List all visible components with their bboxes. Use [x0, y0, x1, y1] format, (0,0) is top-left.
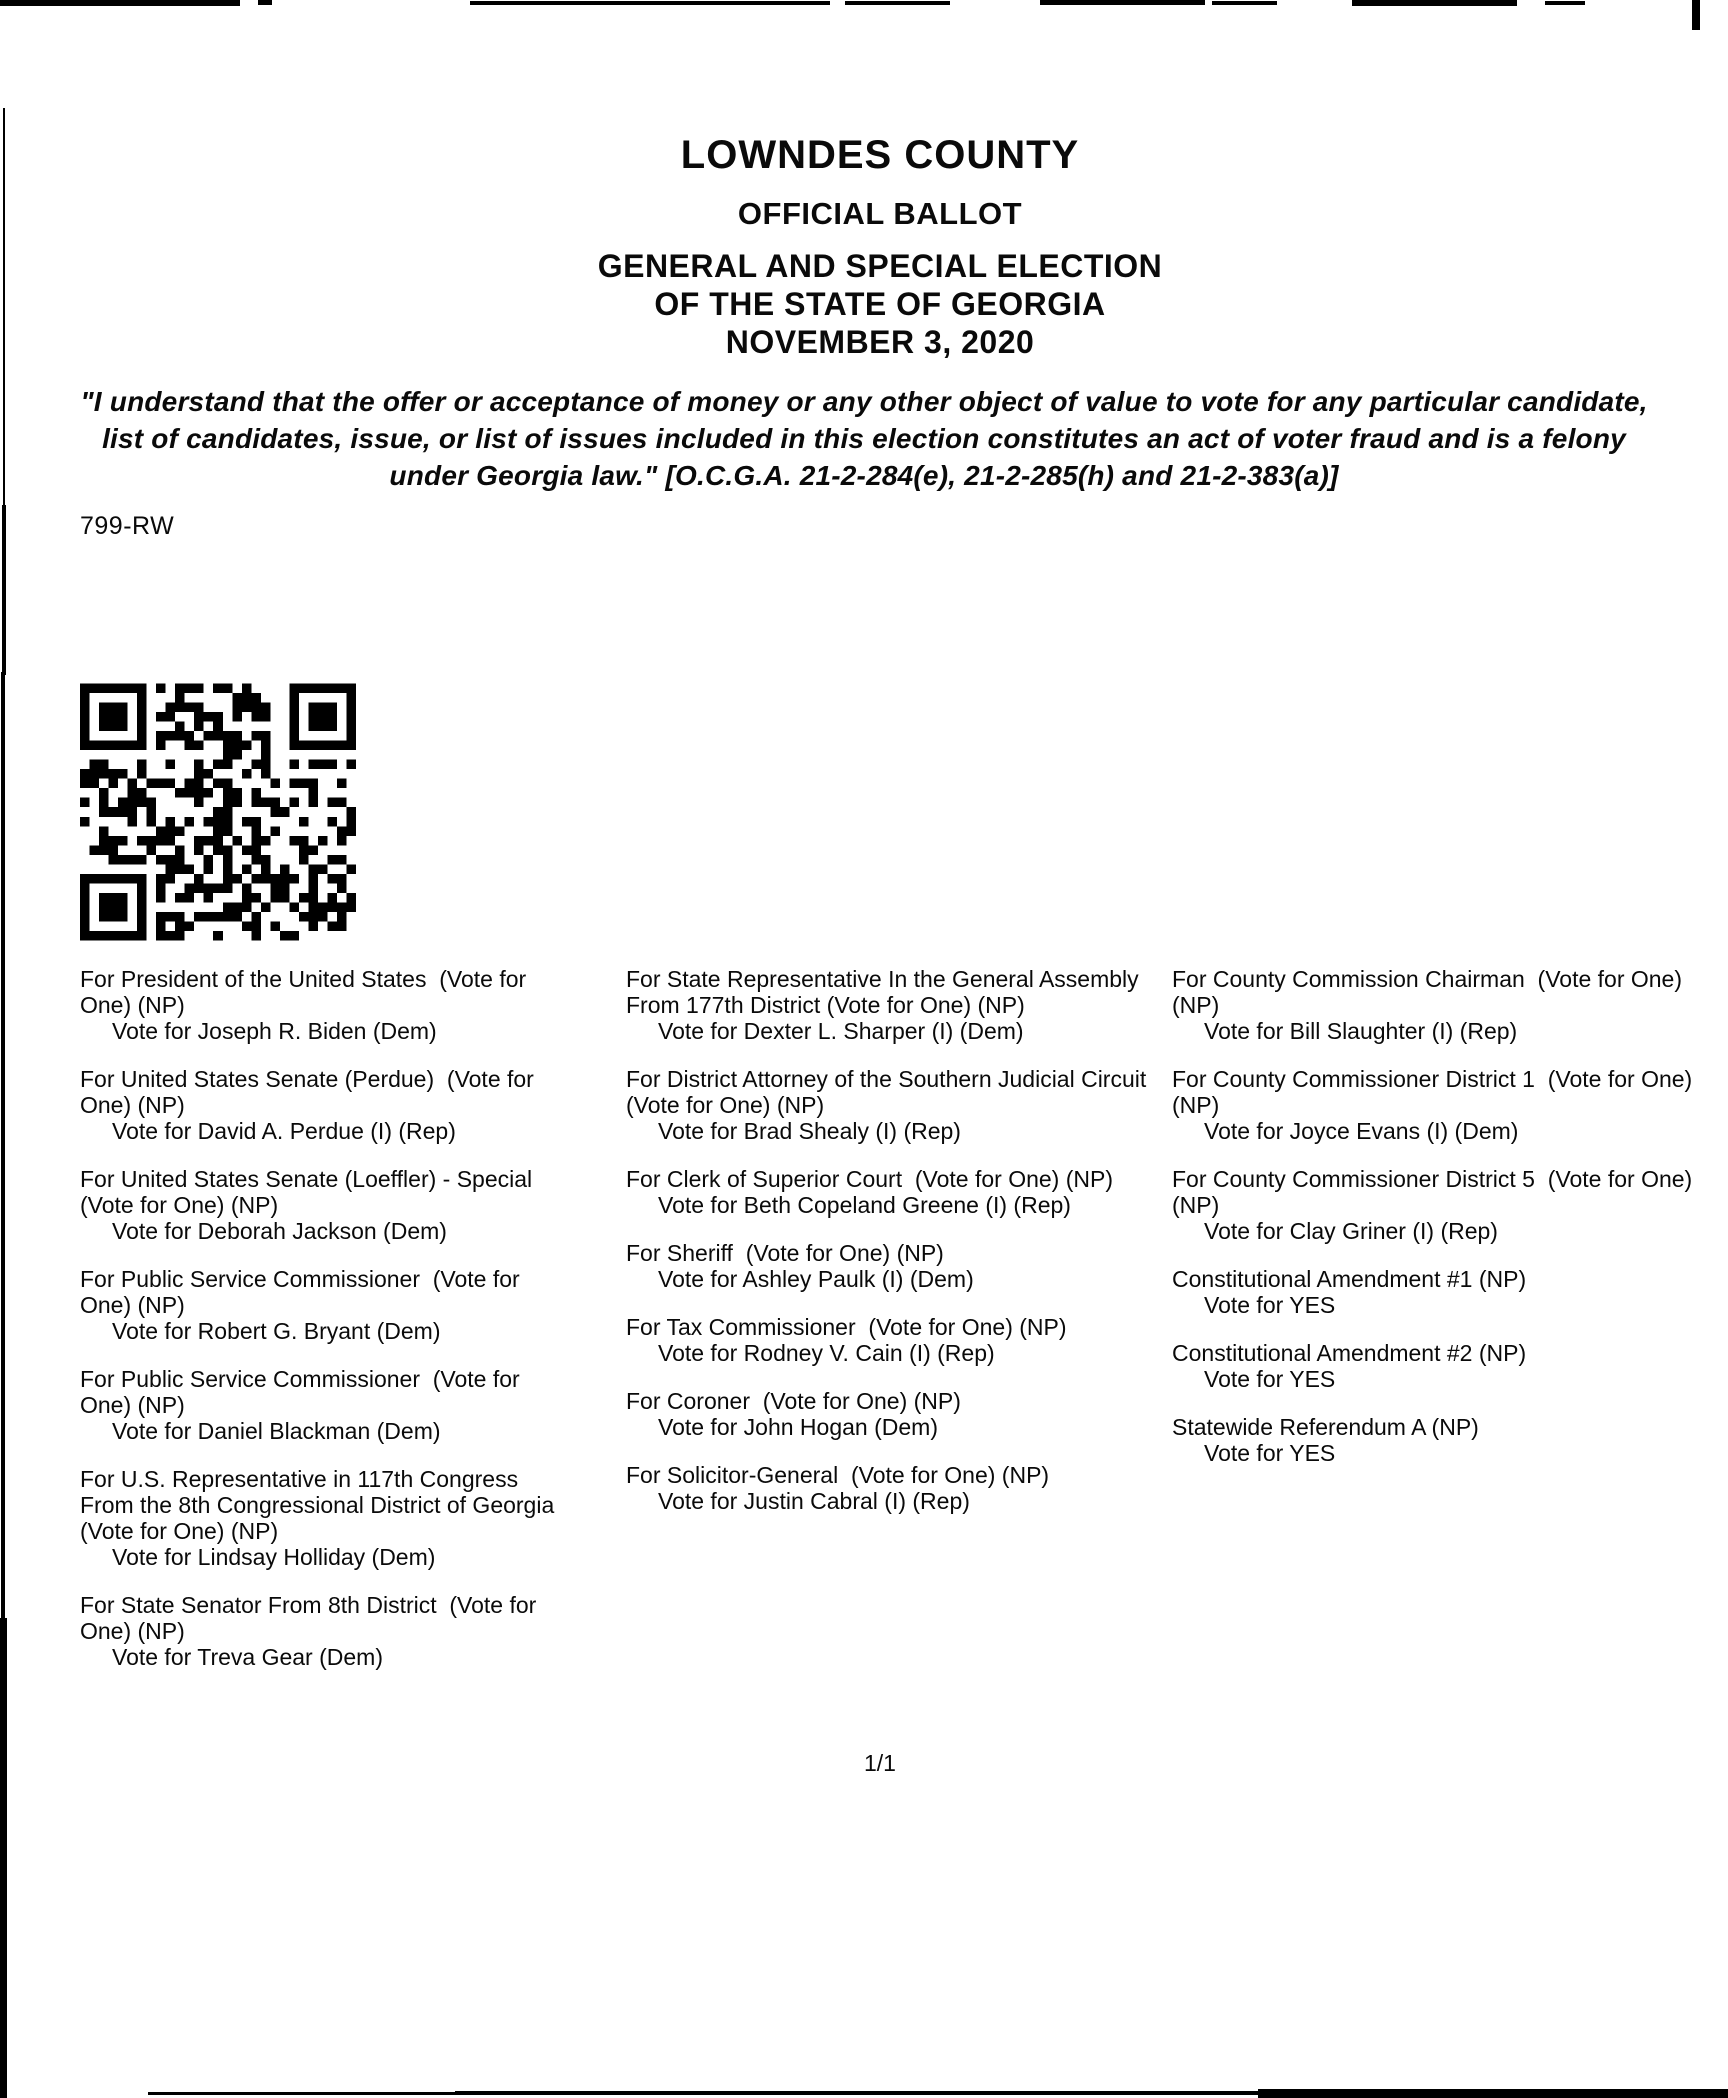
contest-vote: Vote for Brad Shealy (I) (Rep) [658, 1118, 961, 1144]
contest [626, 1166, 1171, 1218]
page-number: 1/1 [864, 1750, 896, 1776]
contest [626, 966, 1171, 1044]
contest [626, 1462, 1171, 1514]
contest [1172, 1166, 1728, 1244]
contest-vote: Vote for Rodney V. Cain (I) (Rep) [658, 1340, 995, 1366]
contest-title: For Public Service Commissioner (Vote for One) (NP) [80, 1366, 527, 1418]
contest-vote: Vote for Bill Slaughter (I) (Rep) [1204, 1018, 1518, 1044]
scan-artifact-top [0, 0, 240, 6]
contest [80, 1266, 560, 1344]
scan-artifact-top [845, 1, 950, 5]
contest [80, 1166, 560, 1244]
contest-vote: Vote for Ashley Paulk (I) (Dem) [658, 1266, 974, 1292]
contest-vote: Vote for YES [1204, 1292, 1336, 1318]
scan-artifact-bottom [148, 2092, 458, 2095]
contest [80, 1066, 560, 1144]
contest-vote: Vote for Clay Griner (I) (Rep) [1204, 1218, 1498, 1244]
qr-code-icon [80, 683, 356, 941]
contest [80, 1592, 560, 1670]
scan-artifact-top [1040, 0, 1205, 5]
scan-artifact-top [1352, 0, 1517, 6]
contest-title: For Clerk of Superior Court (Vote for One) (NP) [626, 1166, 1113, 1192]
contest [1172, 1414, 1728, 1466]
contest [1172, 1066, 1728, 1144]
scan-artifact-left [1, 672, 5, 1622]
contest [80, 1366, 560, 1444]
contest-vote: Vote for Beth Copeland Greene (I) (Rep) [658, 1192, 1071, 1218]
contest-title: For United States Senate (Perdue) (Vote for One) (NP) [80, 1066, 541, 1118]
contest-vote: Vote for Deborah Jackson (Dem) [112, 1218, 447, 1244]
contest-title: For Solicitor-General (Vote for One) (NP) [626, 1462, 1050, 1488]
contest-vote: Vote for Treva Gear (Dem) [112, 1644, 383, 1670]
scan-artifact-top [1212, 1, 1277, 5]
scan-artifact-top [470, 1, 830, 5]
contest-vote: Vote for YES [1204, 1366, 1336, 1392]
contest-title: For United States Senate (Loeffler) - Special (Vote for One) (NP) [80, 1166, 545, 1218]
contest [626, 1388, 1171, 1440]
contest-title: For County Commissioner District 5 (Vote for One) (NP) [1172, 1166, 1699, 1218]
official-ballot-title: OFFICIAL BALLOT [737, 196, 1023, 231]
contest-title: For County Commissioner District 1 (Vote for One) (NP) [1172, 1066, 1699, 1118]
scan-artifact-left [3, 108, 5, 508]
contest-vote: Vote for John Hogan (Dem) [658, 1414, 938, 1440]
contest-column-2 [626, 966, 1171, 1536]
contest-vote: Vote for Daniel Blackman (Dem) [112, 1418, 441, 1444]
contest-vote: Vote for Joseph R. Biden (Dem) [112, 1018, 437, 1044]
contest-vote: Vote for Dexter L. Sharper (I) (Dem) [658, 1018, 1024, 1044]
contest-title: For Sheriff (Vote for One) (NP) [626, 1240, 944, 1266]
scan-artifact-bottom [1258, 2089, 1728, 2098]
contest-title: For State Representative In the General Assembly From 177th District (Vote for One) (NP) [626, 966, 1146, 1018]
contest-title: For County Commission Chairman (Vote for One) (NP) [1172, 966, 1689, 1018]
contest-vote: Vote for David A. Perdue (I) (Rep) [112, 1118, 456, 1144]
contest-title: For President of the United States (Vote for One) (NP) [80, 966, 533, 1018]
contest [626, 1314, 1171, 1366]
scan-artifact-left [2, 505, 6, 675]
county-title: LOWNDES COUNTY [680, 133, 1080, 177]
scan-artifact-top [1545, 1, 1585, 5]
contest-title: For Tax Commissioner (Vote for One) (NP) [626, 1314, 1067, 1340]
contest-column-1 [80, 966, 560, 1692]
contest-title: Statewide Referendum A (NP) [1172, 1414, 1479, 1440]
election-title-line2: OF THE STATE OF GEORGIA [654, 286, 1106, 322]
fraud-disclaimer: "I understand that the offer or acceptance of money or any other object of value to vote for any particular candidate, list of candidates, issue, or list of issues included in this election constitutes an act of voter fraud and is a felony under Georgia law." [O.C.G.A. 21-2-284(e), 21-2-285(h) and 21-2-383(a)] [80, 386, 1648, 491]
contest-vote: Vote for Lindsay Holliday (Dem) [112, 1544, 436, 1570]
contest-title: For Public Service Commissioner (Vote for One) (NP) [80, 1266, 527, 1318]
scan-artifact-bottom [455, 2091, 1260, 2095]
contest-vote: Vote for Justin Cabral (I) (Rep) [658, 1488, 970, 1514]
contest-title: For District Attorney of the Southern Judicial Circuit (Vote for One) (NP) [626, 1066, 1160, 1118]
ballot-style-code: 799-RW [80, 512, 175, 540]
election-title-line1: GENERAL AND SPECIAL ELECTION [597, 248, 1163, 284]
scan-artifact-top [258, 0, 272, 5]
contest-title: Constitutional Amendment #2 (NP) [1172, 1340, 1527, 1366]
contest [626, 1066, 1171, 1144]
contest-title: Constitutional Amendment #1 (NP) [1172, 1266, 1527, 1292]
contest-vote: Vote for Robert G. Bryant (Dem) [112, 1318, 441, 1344]
scan-artifact-left [0, 2016, 4, 2044]
election-title [40, 247, 1720, 361]
contest-column-3 [1172, 966, 1728, 1488]
contest [1172, 1266, 1728, 1318]
contest [80, 1466, 560, 1570]
contest-vote: Vote for Joyce Evans (I) (Dem) [1204, 1118, 1519, 1144]
contest [626, 1240, 1171, 1292]
contest-title: For Coroner (Vote for One) (NP) [626, 1388, 961, 1414]
contest-title: For U.S. Representative in 117th Congress From the 8th Congressional District of Georgia (Vote for One) (NP) [80, 1466, 561, 1544]
scan-artifact-top-right [1692, 0, 1700, 30]
election-title-line3: NOVEMBER 3, 2020 [725, 324, 1035, 360]
contest [1172, 1340, 1728, 1392]
contest [1172, 966, 1728, 1044]
contest-vote: Vote for YES [1204, 1440, 1336, 1466]
contest [80, 966, 560, 1044]
contest-title: For State Senator From 8th District (Vote for One) (NP) [80, 1592, 543, 1644]
